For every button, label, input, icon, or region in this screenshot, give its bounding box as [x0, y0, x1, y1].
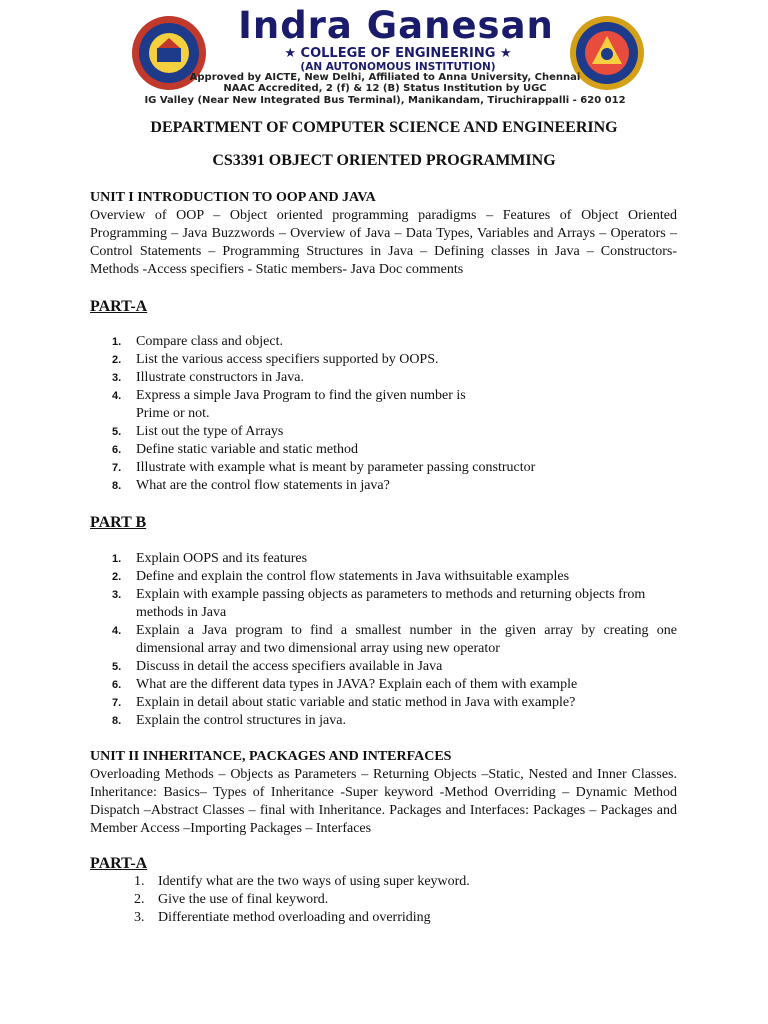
unit1-syllabus: Overview of OOP – Object oriented programming paradigms – Features of Object Oriented Programming – Java Buzzwords – Overview of Java – Data Types, Variables and Arrays – Operators – Control Statements – Programming Structures in Java – Defining classes in Java – Constructors-Methods -Access specifiers - Static members- Java Doc comments: [90, 208, 677, 277]
item-text: Compare class and object.: [136, 334, 283, 349]
item-number: 3.: [112, 589, 122, 601]
item-number: 1.: [112, 336, 122, 348]
item-number: 3.: [112, 372, 122, 384]
item-text: Illustrate with example what is meant by parameter passing constructor: [136, 460, 536, 475]
item-number: 4.: [112, 625, 122, 637]
item-text: What are the different data types in JAVA? Explain each of them with example: [136, 677, 578, 692]
college-subtitle: ★ COLLEGE OF ENGINEERING ★: [284, 46, 512, 61]
institution-name: Indra Ganesan: [238, 4, 554, 47]
item-text: Give the use of final keyword.: [158, 892, 329, 907]
item-text: What are the control flow statements in java?: [136, 478, 390, 493]
item-number: 8.: [112, 480, 122, 492]
accreditation-line: NAAC Accredited, 2 (f) & 12 (B) Status Institution by UGC: [223, 83, 547, 94]
item-text: Discuss in detail the access specifiers available in Java: [136, 659, 443, 674]
item-number: 2.: [112, 354, 122, 366]
item-text: Define and explain the control flow statements in Java withsuitable examples: [136, 569, 570, 584]
autonomous-status: (AN AUTONOMOUS INSTITUTION): [300, 61, 496, 73]
item-number: 1.: [134, 874, 145, 889]
address-line: IG Valley (Near New Integrated Bus Terminal), Manikandam, Tiruchirappalli - 620 012: [144, 95, 626, 106]
item-number: 3.: [134, 910, 145, 925]
item-number: 2.: [112, 571, 122, 583]
item-text: Explain a Java program to find a smallest number in the given array by creating one dimensional array and two dimensional array using new operator: [136, 623, 677, 656]
item-text: Explain in detail about static variable and static method in Java with example?: [136, 695, 576, 710]
college-banner: [90, 0, 680, 108]
item-text: Define static variable and static method: [136, 442, 358, 457]
item-text: Explain with example passing objects as parameters to methods and returning objects from methods in Java: [136, 587, 646, 620]
course-title: CS3391 OBJECT ORIENTED PROGRAMMING: [212, 152, 556, 169]
item-text: List out the type of Arrays: [136, 424, 284, 439]
item-number: 1.: [112, 553, 122, 565]
item-number: 7.: [112, 462, 122, 474]
unit1-part-b-title: PART B: [90, 514, 147, 531]
item-text: Express a simple Java Program to find the given number is Prime or not.: [136, 388, 466, 421]
item-text: Explain the control structures in java.: [136, 713, 346, 728]
approval-line: Approved by AICTE, New Delhi, Affiliated to Anna University, Chennai: [189, 72, 581, 83]
unit2-syllabus: Overloading Methods – Objects as Parameters – Returning Objects –Static, Nested and Inner Classes. Inheritance: Basics– Types of Inheritance -Super keyword -Method Overriding – Dynamic Method Dispatch –Abstract Classes – final with Inheritance. Packages and Interfaces: Packages – Packages and Member Access –Importing Packages – Interfaces: [90, 767, 677, 836]
item-number: 5.: [112, 426, 122, 438]
item-number: 2.: [134, 892, 145, 907]
item-number: 6.: [112, 679, 122, 691]
unit1-part-a-title: PART-A: [90, 298, 148, 315]
unit2-title: UNIT II INHERITANCE, PACKAGES AND INTERFACES: [90, 749, 452, 764]
unit2-part-a-title: PART-A: [90, 855, 148, 872]
item-text: Differentiate method overloading and overriding: [158, 910, 431, 925]
item-number: 6.: [112, 444, 122, 456]
item-text: Explain OOPS and its features: [136, 551, 308, 566]
item-number: 8.: [112, 715, 122, 727]
unit1-title: UNIT I INTRODUCTION TO OOP AND JAVA: [90, 190, 376, 205]
item-text: List the various access specifiers supported by OOPS.: [136, 352, 439, 367]
item-number: 7.: [112, 697, 122, 709]
item-text: Illustrate constructors in Java.: [136, 370, 304, 385]
department-title: DEPARTMENT OF COMPUTER SCIENCE AND ENGINEERING: [150, 119, 618, 136]
item-number: 4.: [112, 390, 122, 402]
item-text: Identify what are the two ways of using super keyword.: [158, 874, 470, 889]
item-number: 5.: [112, 661, 122, 673]
